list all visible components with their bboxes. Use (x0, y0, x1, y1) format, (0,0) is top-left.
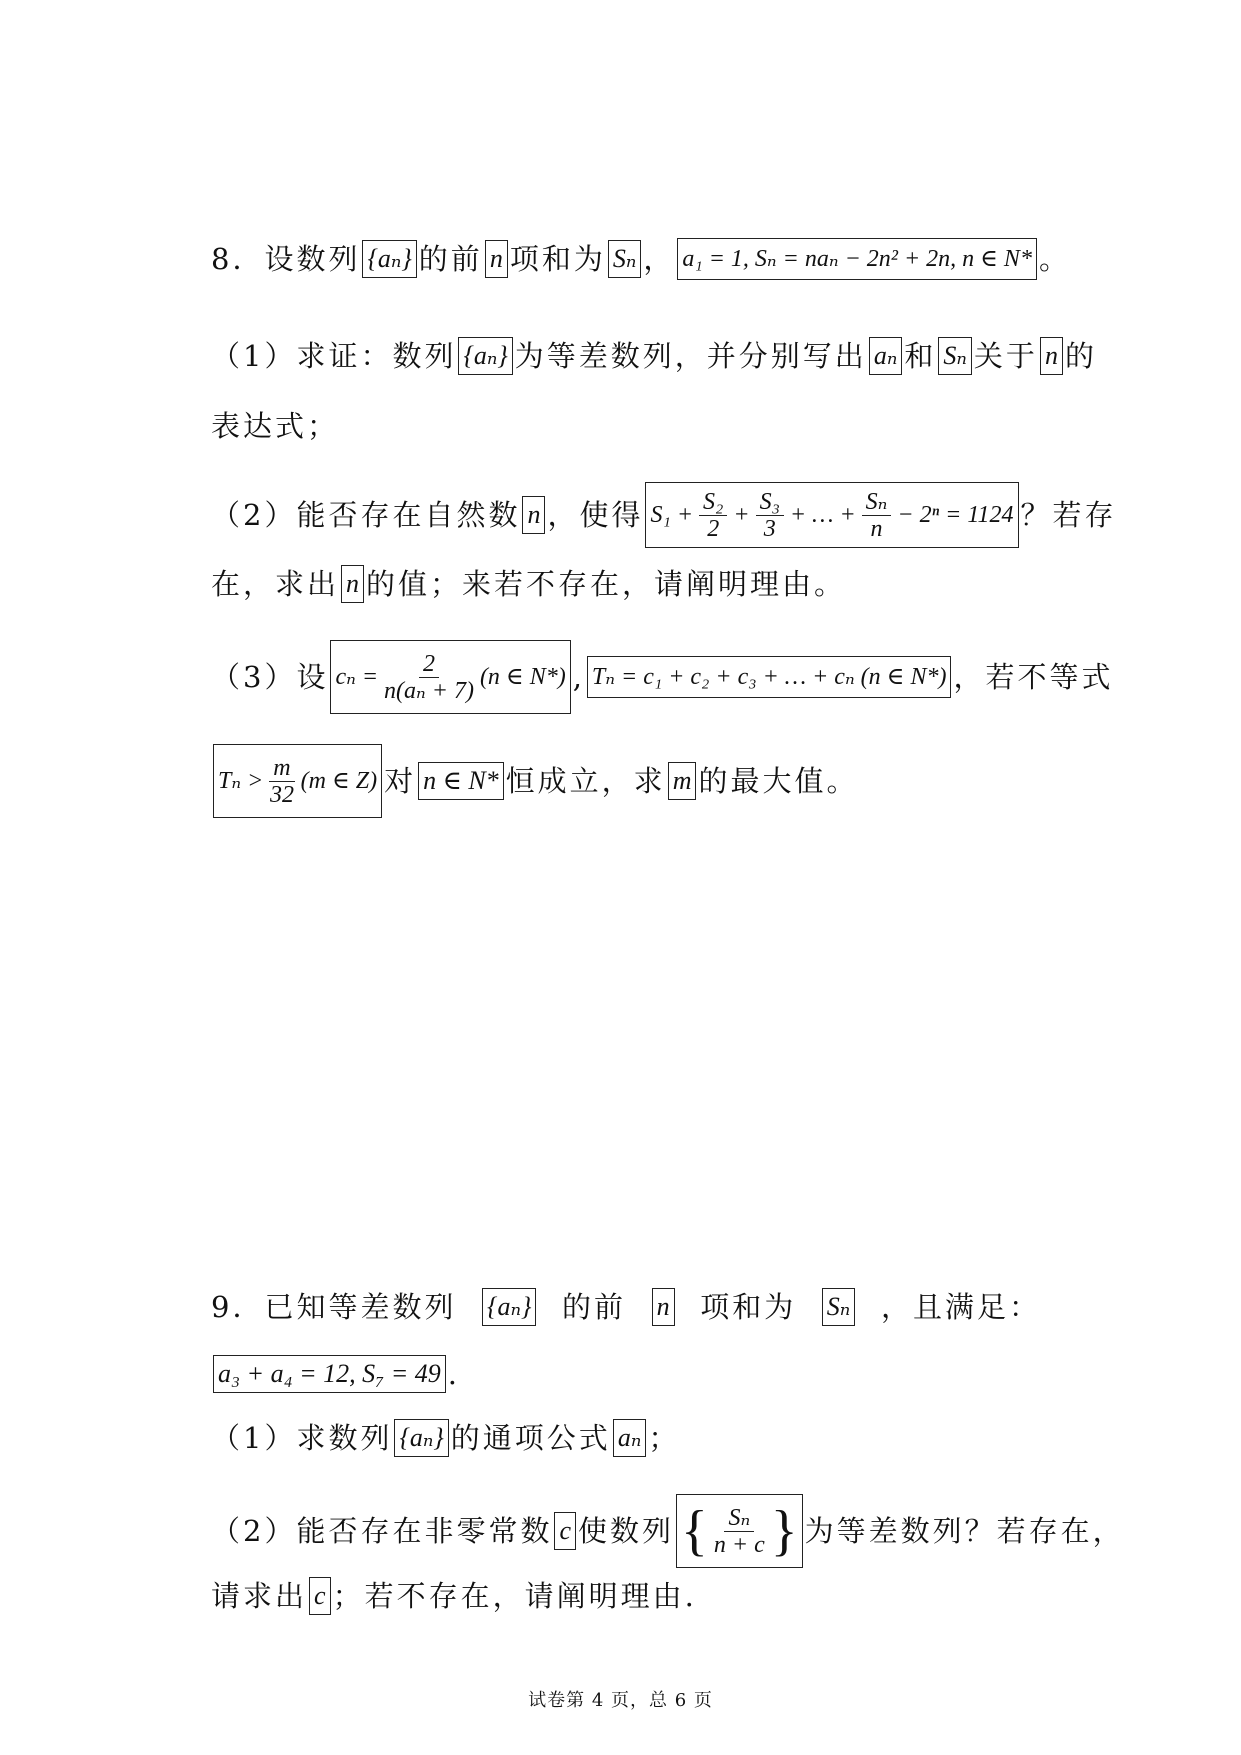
text: ，若不等式 (953, 660, 1114, 694)
numerator: Sₙ (724, 1505, 754, 1532)
text: 关于 (973, 339, 1038, 373)
text: ，使得 (547, 498, 644, 532)
p9-line-3 (211, 1418, 1041, 1458)
text: 的 (1064, 339, 1097, 373)
text: . (447, 1357, 460, 1391)
math-an: aₙ (869, 337, 903, 375)
p9-line-1 (211, 1287, 1041, 1327)
text: 9．已知等差数列 (211, 1290, 457, 1324)
text: 。 (1038, 242, 1071, 276)
text: 项和为 (509, 242, 606, 276)
p8-line-4 (211, 482, 1117, 548)
p8-line-6 (211, 640, 1114, 714)
p8-intro: 8．设数列 (211, 242, 361, 276)
text: 和 (904, 339, 937, 373)
text: （1）求证：数列 (211, 339, 457, 373)
math-c: c (309, 1577, 331, 1615)
math-part: (m ∈ Z) (300, 768, 378, 794)
fraction-sn (862, 489, 892, 542)
text: ，且满足： (880, 1290, 1041, 1324)
math-part: + (733, 502, 750, 528)
math-part: (n ∈ N*) (479, 664, 566, 690)
math-conditions: a₃ + a₄ = 12, S₇ = 49 (213, 1355, 446, 1393)
fraction-sn-n-c (714, 1505, 765, 1558)
math-an: aₙ (613, 1419, 647, 1457)
text: 表达式； (211, 409, 340, 443)
text: 恒成立，求 (505, 764, 666, 798)
p8-line-3 (211, 406, 1041, 446)
math-sequence-an: {aₙ} (458, 337, 512, 375)
fraction-m32 (269, 755, 294, 808)
text: 使数列 (578, 1514, 675, 1548)
math-part: cₙ = (335, 664, 379, 690)
math-n: n (341, 565, 364, 603)
math-sn: Sₙ (938, 337, 972, 375)
numerator: m (269, 755, 294, 782)
left-brace: { (681, 1500, 708, 1562)
math-sequence-sn-over-n-plus-c (676, 1494, 803, 1568)
text: 在，求出 (211, 567, 340, 601)
text: 的前 (418, 242, 483, 276)
right-brace: } (770, 1500, 798, 1562)
math-tn-definition: Tₙ = c₁ + c₂ + c₃ + … + cₙ (n ∈ N*) (587, 656, 952, 698)
math-sn: Sₙ (822, 1288, 856, 1326)
p8-line-2 (211, 336, 1097, 376)
denominator: n (870, 515, 883, 542)
p9-line-2 (211, 1354, 1041, 1394)
fraction-s3 (756, 489, 784, 542)
denominator: n + c (713, 1531, 765, 1558)
math-m: m (668, 762, 697, 800)
math-n: n (485, 240, 508, 278)
math-part: Tₙ > (218, 768, 264, 794)
text: 的值；来若不存在，请阐明理由。 (366, 567, 847, 601)
text: （1）求数列 (211, 1421, 393, 1455)
text: , (572, 660, 585, 694)
fraction-cn (384, 651, 474, 704)
math-c: c (554, 1512, 576, 1550)
math-cn-definition (330, 640, 570, 714)
denominator: n(aₙ + 7) (384, 677, 474, 704)
text: （2）能否存在自然数 (211, 498, 521, 532)
math-sequence-an: {aₙ} (482, 1288, 536, 1326)
text: （2）能否存在非零常数 (211, 1514, 553, 1548)
denominator: 3 (763, 515, 776, 542)
text: （3）设 (211, 660, 329, 694)
math-n-in-n: n ∈ N* (418, 762, 504, 800)
denominator: 2 (707, 515, 720, 542)
p9-line-4 (211, 1494, 1125, 1568)
math-condition: a₁ = 1, Sₙ = naₙ − 2n² + 2n, n ∈ N* (677, 238, 1037, 280)
math-n: n (652, 1288, 675, 1326)
math-part: + … + (789, 502, 856, 528)
math-sequence-an: {aₙ} (362, 240, 416, 278)
numerator: S₃ (756, 489, 784, 516)
text: 请求出 (211, 1579, 308, 1613)
text: ？若存 (1020, 498, 1117, 532)
numerator: S₂ (699, 489, 727, 516)
math-inequality (213, 744, 382, 818)
text: 为等差数列？若存在， (804, 1514, 1125, 1548)
numerator: Sₙ (862, 489, 892, 516)
p8-line-5 (211, 564, 1041, 604)
text: 的最大值。 (698, 764, 859, 798)
text: ； (648, 1421, 681, 1455)
text: 项和为 (700, 1290, 797, 1324)
p9-line-5 (211, 1576, 1041, 1616)
math-sequence-an: {aₙ} (394, 1419, 448, 1457)
text: ， (643, 242, 676, 276)
math-part: − 2ⁿ = 1124 (897, 502, 1014, 528)
text: ；若不存在，请阐明理由. (332, 1579, 697, 1613)
p8-line-7 (211, 744, 1041, 818)
math-part: S₁ + (650, 502, 694, 528)
text: 为等差数列，并分别写出 (514, 339, 867, 373)
text: 对 (384, 764, 417, 798)
fraction-s2 (699, 489, 727, 542)
text: 的通项公式 (450, 1421, 611, 1455)
denominator: 32 (269, 781, 294, 808)
numerator: 2 (419, 651, 439, 678)
math-n: n (1040, 337, 1063, 375)
math-n: n (522, 496, 545, 534)
math-sn: Sₙ (608, 240, 642, 278)
page-footer: 试卷第 4 页，总 6 页 (528, 1690, 713, 1711)
p8-line-1 (211, 238, 1071, 280)
text: 的前 (561, 1290, 626, 1324)
math-sum-equation (645, 482, 1018, 548)
